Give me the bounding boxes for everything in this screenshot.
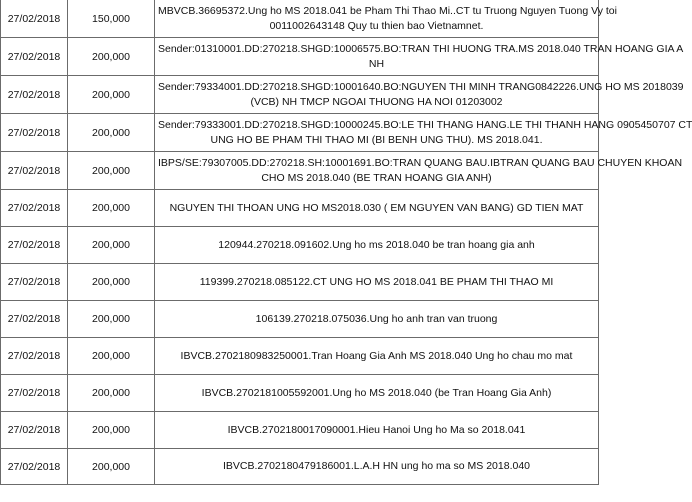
amount-cell: 200,000	[68, 190, 155, 227]
date-cell: 27/02/2018	[1, 449, 68, 485]
date-cell: 27/02/2018	[1, 301, 68, 338]
table-row	[1, 449, 599, 485]
description-line: 119399.270218.085122.CT UNG HO MS 2018.041 BE PHAM THI THAO MI	[199, 275, 554, 288]
date-cell: 27/02/2018	[1, 338, 68, 375]
description-line: 120944.270218.091602.Ung ho ms 2018.040 be tran hoang gia anh	[218, 238, 535, 251]
date-cell: 27/02/2018	[1, 38, 68, 76]
table-row	[1, 338, 599, 375]
description-cell	[155, 38, 684, 76]
description-cell	[155, 301, 599, 338]
table-row	[1, 301, 599, 338]
description-cell	[155, 190, 599, 227]
table-row	[1, 227, 599, 264]
description-line: Sender:79333001.DD:270218.SHGD:10000245.BO:LE THI THANG HANG.LE THI THANH HANG 0905450707 CT	[158, 118, 692, 131]
amount-cell: 200,000	[68, 227, 155, 264]
description-line: IBVCB.2702180983250001.Tran Hoang Gia Anh MS 2018.040 Ung ho chau mo mat	[180, 349, 573, 362]
description-line: 0011002643148 Quy tu thien bao Vietnamnet.	[269, 19, 484, 32]
description-line: UNG HO BE PHAM THI THAO MI (BI BENH UNG THU). MS 2018.041.	[210, 133, 543, 146]
description-line: IBVCB.2702180017090001.Hieu Hanoi Ung ho Ma so 2018.041	[227, 423, 526, 436]
description-cell	[155, 76, 684, 114]
date-cell: 27/02/2018	[1, 375, 68, 412]
description-cell	[155, 338, 599, 375]
description-line: Sender:01310001.DD:270218.SHGD:10006575.BO:TRAN THI HUONG TRA.MS 2018.040 TRAN HOANG GIA A	[158, 42, 684, 55]
description-cell	[155, 227, 599, 264]
description-cell	[155, 264, 599, 301]
description-cell	[155, 412, 599, 449]
amount-cell: 200,000	[68, 412, 155, 449]
amount-cell: 200,000	[68, 38, 155, 76]
description-line: CHO MS 2018.040 (BE TRAN HOANG GIA ANH)	[261, 171, 492, 184]
table-row	[1, 114, 599, 152]
description-line: (VCB) NH TMCP NGOAI THUONG HA NOI 01203002	[250, 95, 503, 108]
description-line: Sender:79334001.DD:270218.SHGD:10001640.BO:NGUYEN THI MINH TRANG0842226.UNG HO MS 2018039	[158, 80, 684, 93]
date-cell: 27/02/2018	[1, 412, 68, 449]
amount-cell: 200,000	[68, 301, 155, 338]
description-line: IBVCB.2702180479186001.L.A.H HN ung ho ma so MS 2018.040	[222, 460, 531, 472]
amount-cell: 200,000	[68, 338, 155, 375]
description-line: IBVCB.2702181005592001.Ung ho MS 2018.040 (be Tran Hoang Gia Anh)	[201, 386, 552, 399]
description-cell	[155, 152, 683, 190]
date-cell: 27/02/2018	[1, 76, 68, 114]
description-line: 106139.270218.075036.Ung ho anh tran van truong	[255, 312, 498, 325]
table-row	[1, 412, 599, 449]
table-row	[1, 0, 599, 38]
description-cell	[155, 375, 599, 412]
table-row	[1, 375, 599, 412]
amount-cell: 150,000	[68, 0, 155, 38]
amount-cell: 200,000	[68, 152, 155, 190]
table-row	[1, 264, 599, 301]
description-cell	[155, 114, 692, 152]
amount-cell: 200,000	[68, 449, 155, 485]
amount-cell: 200,000	[68, 114, 155, 152]
table-row	[1, 38, 599, 76]
date-cell: 27/02/2018	[1, 152, 68, 190]
date-cell: 27/02/2018	[1, 190, 68, 227]
description-line: IBPS/SE:79307005.DD:270218.SH:10001691.BO:TRAN QUANG BAU.IBTRAN QUANG BAU CHUYEN KHOAN	[158, 156, 683, 169]
table-row	[1, 76, 599, 114]
description-cell	[155, 0, 617, 38]
table-row	[1, 152, 599, 190]
amount-cell: 200,000	[68, 375, 155, 412]
table-row	[1, 190, 599, 227]
date-cell: 27/02/2018	[1, 264, 68, 301]
description-line: NH	[368, 57, 385, 70]
date-cell: 27/02/2018	[1, 227, 68, 264]
description-line: MBVCB.36695372.Ung ho MS 2018.041 be Pham Thi Thao Mi..CT tu Truong Nguyen Tuong Vy toi	[158, 4, 617, 17]
date-cell: 27/02/2018	[1, 114, 68, 152]
description-line: NGUYEN THI THOAN UNG HO MS2018.030 ( EM NGUYEN VAN BANG) GD TIEN MAT	[169, 201, 584, 214]
date-cell: 27/02/2018	[1, 0, 68, 38]
amount-cell: 200,000	[68, 264, 155, 301]
amount-cell: 200,000	[68, 76, 155, 114]
description-cell	[155, 449, 599, 485]
